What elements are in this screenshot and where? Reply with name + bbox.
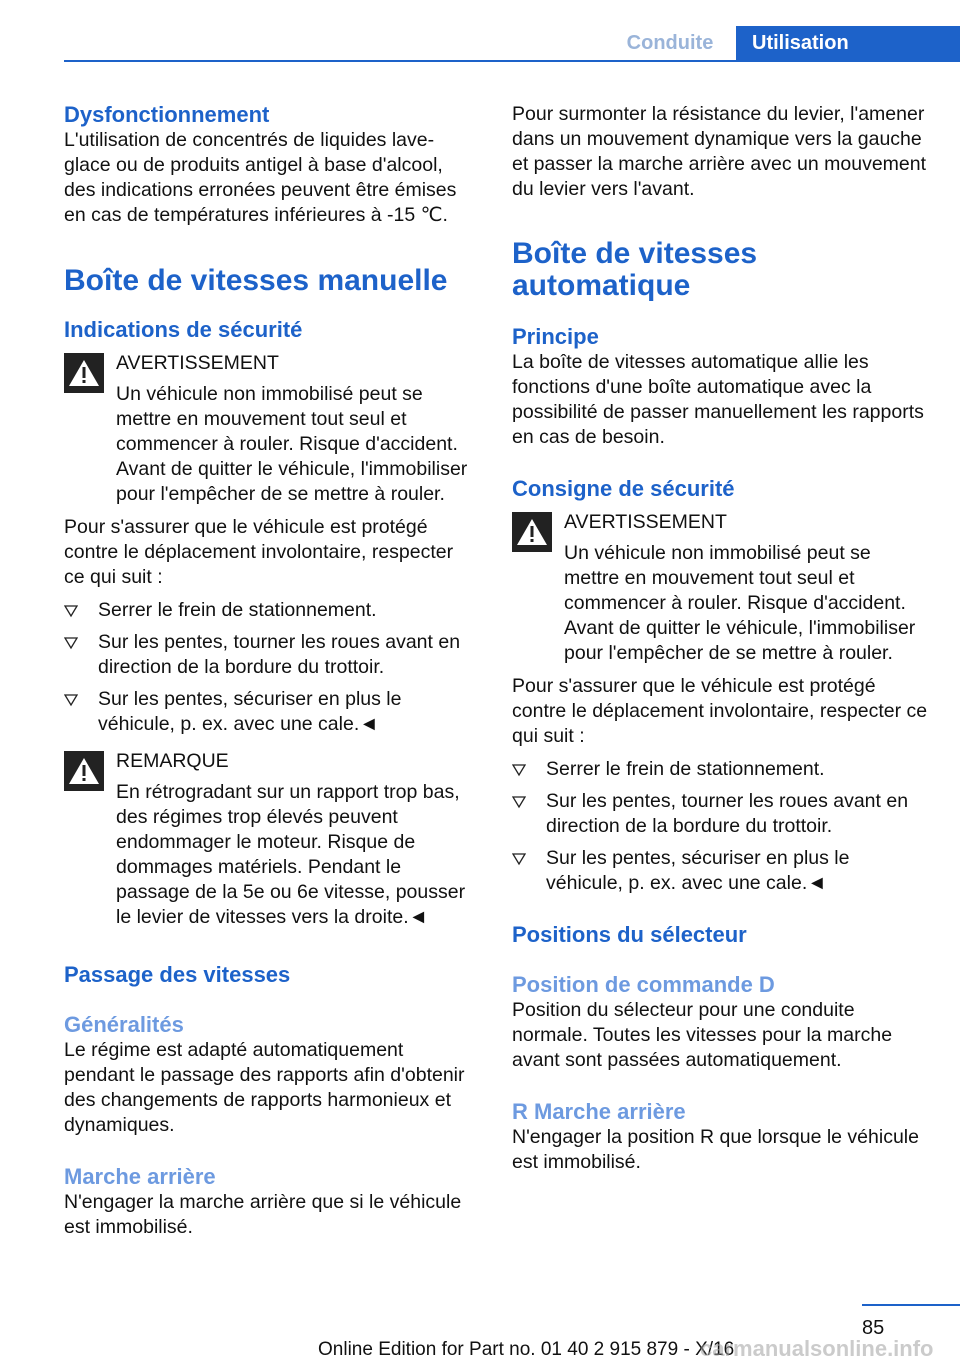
footer-rule <box>862 1304 960 1306</box>
watermark: carmanualsonline.info <box>700 1336 934 1361</box>
right-column <box>512 102 928 1175</box>
bullet-list <box>512 757 928 896</box>
list-item: Sur les pentes, sécuriser en plus le véhicule, p. ex. avec une cale.◄ <box>512 846 928 896</box>
warning-block <box>512 510 928 666</box>
heading-boite-automatique: Boîte de vitesses automatique <box>512 237 758 302</box>
paragraph-surmonter: Pour surmonter la résistance du levier, l'amener dans un mouvement dynamique vers la gauche et passer la marche arrière avec un mouvement du levier vers l'avant. <box>512 103 927 200</box>
paragraph-marche-arriere: N'engager la marche arrière que si le véhicule est immobilisé. <box>64 1191 462 1238</box>
remarque-text: En rétrogradant sur un rapport trop bas, des régimes trop élevés peuvent endommager le moteur. Risque de dommages matériels. Pendant le passage de la 5e ou 6e vitesse, pousser le levier de vitesses vers la droite.◄ <box>116 781 466 928</box>
list-item: Sur les pentes, tourner les roues avant en direction de la bordure du trottoir. <box>64 630 478 680</box>
triangle-bullet-icon <box>64 604 78 618</box>
page-header <box>0 0 960 64</box>
heading-r-marche-arriere: R Marche arrière <box>512 1099 686 1124</box>
heading-marche-arriere: Marche arrière <box>64 1164 216 1189</box>
remarque-label: REMARQUE <box>116 750 229 772</box>
heading-consigne-securite: Consigne de sécurité <box>512 476 735 501</box>
heading-boite-manuelle: Boîte de vitesses manuelle <box>64 264 448 297</box>
warning-text: Un véhicule non immobilisé peut se mettre en mouvement tout seul et commencer à rouler. Risque d'accident. Avant de quitter le véhicule, l'immobiliser pour l'empêcher de se mettre à rouler. <box>564 542 916 664</box>
section-tab-utilisation: Utilisation <box>736 26 960 60</box>
online-edition-note: Online Edition for Part no. 01 40 2 915 879 - X/16 <box>318 1339 735 1360</box>
list-item: Sur les pentes, sécuriser en plus le véhicule, p. ex. avec une cale.◄ <box>64 687 478 737</box>
list-item: Sur les pentes, tourner les roues avant en direction de la bordure du trottoir. <box>512 789 928 839</box>
warning-triangle-icon <box>64 353 104 393</box>
paragraph-principe: La boîte de vitesses automatique allie les fonctions d'une boîte automatique avec la possibilité de passer manuellement les rapports en cas de besoin. <box>512 351 924 448</box>
bullet-list <box>64 598 478 737</box>
heading-principe: Principe <box>512 324 599 349</box>
paragraph-r-marche-arriere: N'engager la position R que lorsque le véhicule est immobilisé. <box>512 1126 919 1173</box>
triangle-bullet-icon <box>64 693 78 707</box>
page-number: 85 <box>862 1317 885 1339</box>
triangle-bullet-icon <box>64 636 78 650</box>
list-item: Serrer le frein de stationnement. <box>64 598 478 623</box>
heading-passage-vitesses: Passage des vitesses <box>64 962 291 987</box>
warning-label: AVERTISSEMENT <box>564 511 727 533</box>
header-rule <box>64 60 960 62</box>
warning-text: Un véhicule non immobilisé peut se mettre en mouvement tout seul et commencer à rouler. Risque d'accident. Avant de quitter le véhicule, l'immobiliser pour l'empêcher de se mettre à rouler. <box>116 383 468 505</box>
triangle-bullet-icon <box>512 795 526 809</box>
paragraph-assurer: Pour s'assurer que le véhicule est protégé contre le déplacement involontaire, respecter ce qui suit : <box>512 675 928 747</box>
list-item: Serrer le frein de stationnement. <box>512 757 928 782</box>
triangle-bullet-icon <box>512 852 526 866</box>
section-tab-conduite: Conduite <box>626 32 714 54</box>
warning-triangle-icon <box>512 512 552 552</box>
warning-label: AVERTISSEMENT <box>116 352 279 374</box>
paragraph-dysfonctionnement: L'utilisation de concentrés de liquides lave-glace ou de produits antigel à base d'alcool, des indications erronées peuvent être émises en cas de températures inférieures à -15 ℃. <box>64 129 457 226</box>
paragraph-assurer: Pour s'assurer que le véhicule est protégé contre le déplacement involontaire, respecter ce qui suit : <box>64 516 454 588</box>
heading-indications-securite: Indications de sécurité <box>64 317 303 342</box>
heading-position-d: Position de commande D <box>512 972 775 997</box>
warning-block <box>64 351 478 507</box>
triangle-bullet-icon <box>512 763 526 777</box>
paragraph-position-d: Position du sélecteur pour une conduite normale. Toutes les vitesses pour la marche avant sont passées automatiquement. <box>512 999 893 1071</box>
left-column <box>64 102 478 1240</box>
paragraph-generalites: Le régime est adapté automatiquement pendant le passage des rapports afin d'obtenir des changements de rapports harmonieux et dynamiques. <box>64 1039 465 1136</box>
remarque-block <box>64 749 478 930</box>
heading-positions-selecteur: Positions du sélecteur <box>512 922 747 947</box>
heading-dysfonctionnement: Dysfonctionnement <box>64 102 270 127</box>
warning-triangle-icon <box>64 751 104 791</box>
heading-generalites: Généralités <box>64 1012 184 1037</box>
